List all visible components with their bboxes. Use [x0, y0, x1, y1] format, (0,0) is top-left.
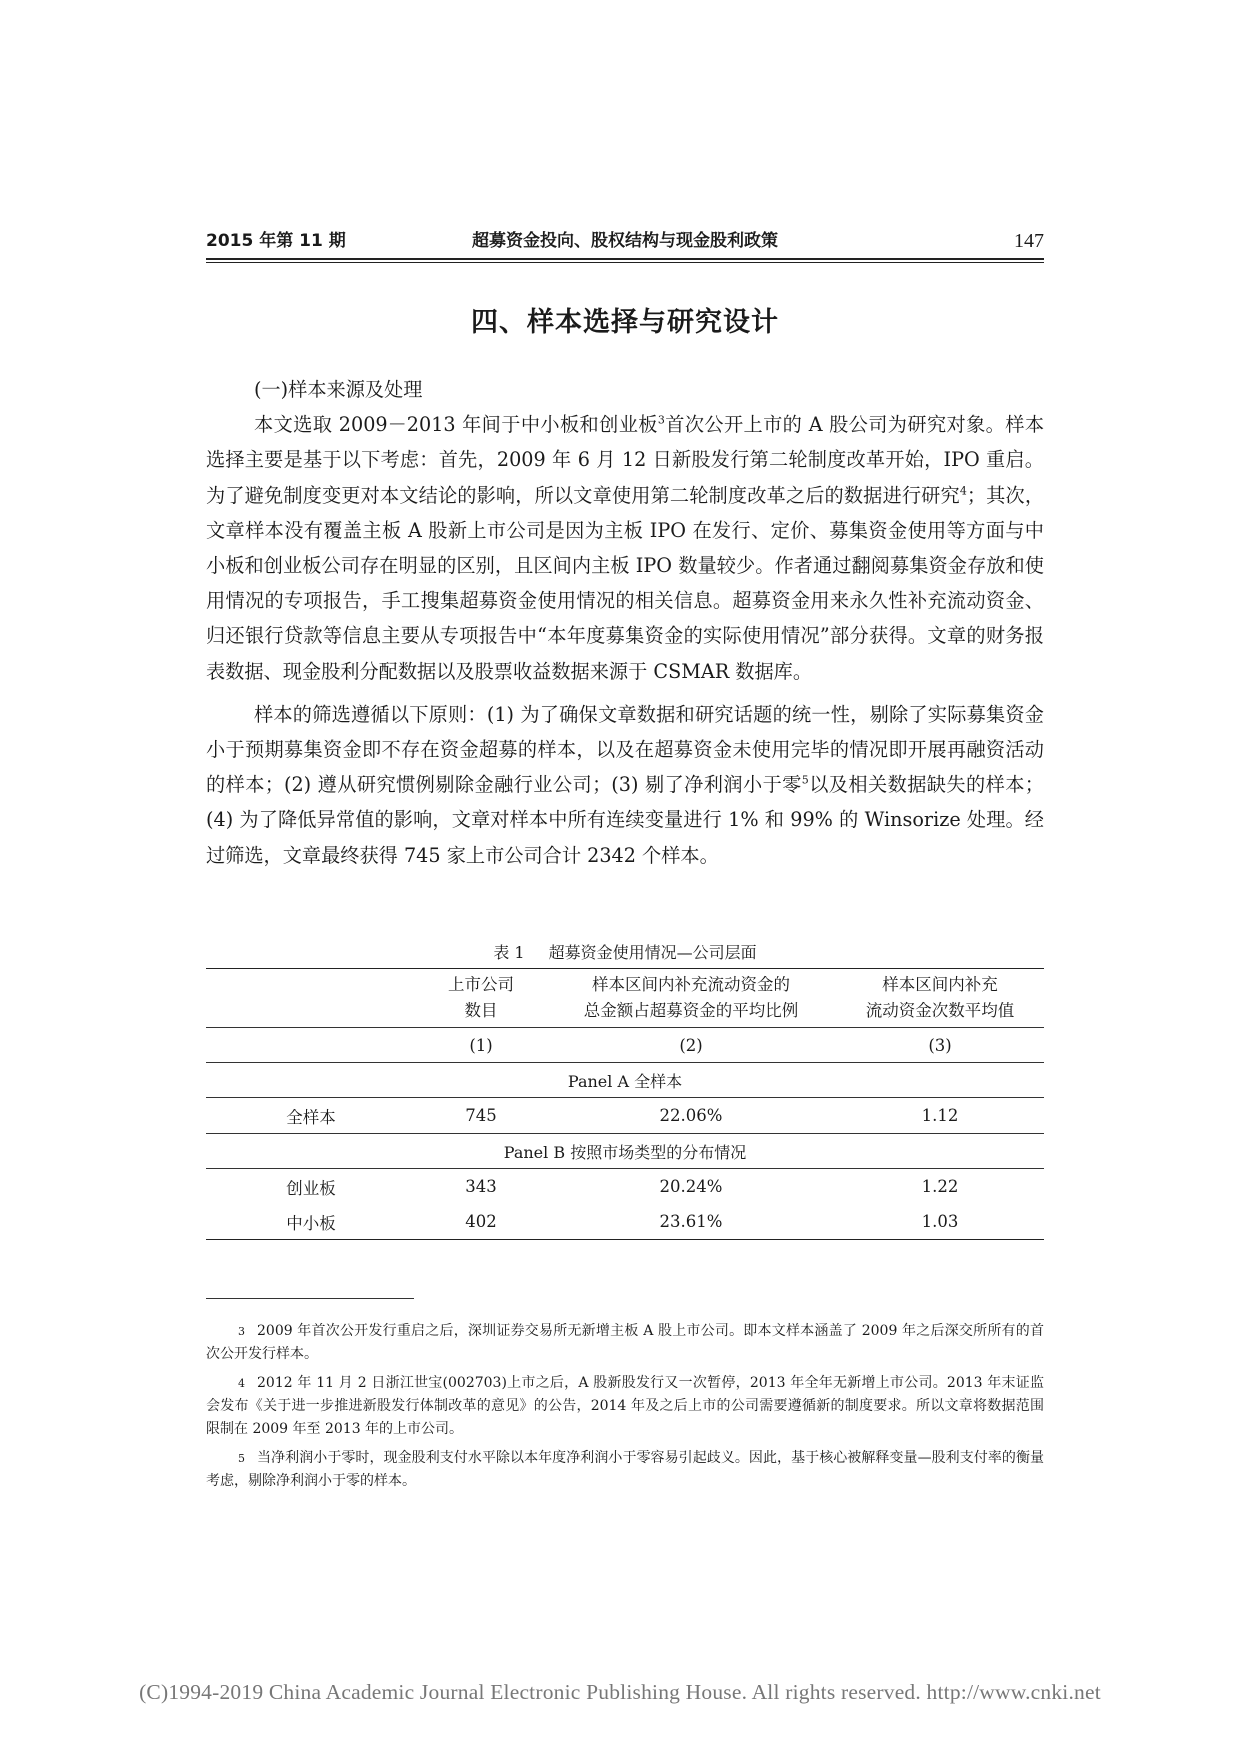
- col-header-times-line2: 流动资金次数平均值: [865, 1001, 1015, 1020]
- table-1: [206, 968, 1044, 1240]
- panel-a-row: [206, 1063, 1044, 1098]
- row-ratio: 23.61%: [546, 1204, 836, 1240]
- col-header-ratio: [546, 969, 836, 1028]
- section-title: 四、样本选择与研究设计: [471, 307, 779, 338]
- body-text: [206, 372, 1044, 873]
- paragraph-2: [206, 697, 1044, 873]
- row-ratio: 22.06%: [546, 1098, 836, 1134]
- row-times: 1.22: [836, 1169, 1044, 1205]
- table-row: [206, 1169, 1044, 1205]
- row-ratio: 20.24%: [546, 1169, 836, 1205]
- row-times: 1.12: [836, 1098, 1044, 1134]
- row-count: 343: [416, 1169, 546, 1205]
- col-num-blank: [206, 1028, 416, 1063]
- footnote-mark: 5: [238, 1452, 245, 1465]
- footnotes: [206, 1320, 1044, 1499]
- panel-b-label: Panel B 按照市场类型的分布情况: [206, 1134, 1044, 1169]
- journal-title: 超募资金投向、股权结构与现金股利政策: [472, 231, 778, 251]
- row-label: 中小板: [206, 1204, 416, 1240]
- col-header-times: [836, 969, 1044, 1028]
- copyright-notice: (C)1994-2019 China Academic Journal Electronic Publishing House. All rights reserved. http://www.cnki.net: [139, 1680, 1101, 1704]
- footnote-text: 2009 年首次公开发行重启之后，深圳证券交易所无新增主板 A 股上市公司。即本文样本涵盖了 2009 年之后深交所所有的首次公开发行样本。: [206, 1323, 1044, 1362]
- col-header-count: [416, 969, 546, 1028]
- column-number-row: [206, 1028, 1044, 1063]
- col-num-2: (2): [546, 1028, 836, 1063]
- footnote-4: [206, 1372, 1044, 1441]
- running-header: [206, 228, 1044, 258]
- paragraph-2-part-1: 样本的筛选遵循以下原则：(1) 为了确保文章数据和研究话题的统一性，剔除了实际募集资金小于预期募集资金即不存在资金超募的样本，以及在超募资金未使用完毕的情况即开展再融资活动的样本；(2) 遵从研究惯例剔除金融行业公司；(3) 剔了净利润小于零: [206, 702, 1044, 797]
- paragraph-1-part-3: ；其次，文章样本没有覆盖主板 A 股新上市公司是因为主板 IPO 在发行、定价、募集资金使用等方面与中小板和创业板公司存在明显的区别，且区间内主板 IPO 数量较少。作者通过翻阅募集资金存放和使用情况的专项报告，手工搜集超募资金使用情况的相关信息。超募资金用来永久性补充流动资金、归还银行贷款等信息主要从专项报告中“本年度募集资金的实际使用情况”部分获得。文章的财务报表数据、现金股利分配数据以及股票收益数据来源于 CSMAR 数据库。: [206, 483, 1045, 683]
- footnote-3: [206, 1320, 1044, 1366]
- col-num-1: (1): [416, 1028, 546, 1063]
- table-caption: [206, 940, 1044, 963]
- footnote-text: 2012 年 11 月 2 日浙江世宝(002703)上市之后，A 股新股发行又一次暂停，2013 年全年无新增上市公司。2013 年末证监会发布《关于进一步推进新股发行体制改革的意见》的公告，2014 年及之后上市的公司需要遵循新的制度要求。所以文章将数据范围限制在 2009 年至 2013 年的上市公司。: [206, 1375, 1044, 1437]
- row-label: 全样本: [206, 1098, 416, 1134]
- col-header-ratio-line2: 总金额占超募资金的平均比例: [583, 1001, 799, 1020]
- table-row: [206, 1204, 1044, 1240]
- col-header-count-line2: 数目: [464, 1001, 498, 1020]
- footnote-mark: 4: [238, 1377, 245, 1390]
- header-blank-cell: [206, 969, 416, 1028]
- row-count: 745: [416, 1098, 546, 1134]
- row-label: 创业板: [206, 1169, 416, 1205]
- col-num-3: (3): [836, 1028, 1044, 1063]
- paragraph-1-part-1: 本文选取 2009－2013 年间于中小板和创业板: [254, 413, 658, 437]
- page-number: 147: [1014, 230, 1044, 252]
- col-header-count-line1: 上市公司: [448, 975, 514, 994]
- footnote-ref-4[interactable]: 4: [959, 484, 967, 498]
- footnote-ref-3[interactable]: 3: [657, 413, 665, 427]
- col-header-times-line1: 样本区间内补充: [882, 975, 998, 994]
- paragraph-2-part-2: 以及相关数据缺失的样本；(4) 为了降低异常值的影响，文章对样本中所有连续变量进行 1% 和 99% 的 Winsorize 处理。经过筛选，文章最终获得 745 家上市公司合计 2342 个样本。: [206, 773, 1044, 867]
- table-number: 表 1: [493, 943, 525, 962]
- header-rule-thin: [206, 262, 1044, 263]
- footnote-ref-5[interactable]: 5: [801, 773, 809, 787]
- header-rule: [206, 258, 1044, 260]
- footnote-text: 当净利润小于零时，现金股利支付水平除以本年度净利润小于零容易引起歧义。因此，基于核心被解释变量—股利支付率的衡量考虑，剔除净利润小于零的样本。: [206, 1450, 1044, 1489]
- paragraph-1: [206, 407, 1044, 689]
- panel-b-row: [206, 1134, 1044, 1169]
- table-header-row: [206, 969, 1044, 1028]
- panel-a-label: Panel A 全样本: [206, 1063, 1044, 1098]
- footnote-mark: 3: [238, 1325, 245, 1338]
- paragraph-1-part-2: 首次公开上市的 A 股公司为研究对象。样本选择主要是基于以下考虑：首先，2009 年 6 月 12 日新股发行第二轮制度改革开始，IPO 重启。为了避免制度变更对本文结论的影响，所以文章使用第二轮制度改革之后的数据进行研究: [206, 413, 1045, 507]
- row-times: 1.03: [836, 1204, 1044, 1240]
- col-header-ratio-line1: 样本区间内补充流动资金的: [592, 975, 790, 994]
- table-title: 超募资金使用情况—公司层面: [548, 943, 757, 962]
- issue-label: 2015 年第 11 期: [206, 231, 346, 251]
- footnote-5: [206, 1447, 1044, 1493]
- row-count: 402: [416, 1204, 546, 1240]
- subsection-heading: (一)样本来源及处理: [254, 378, 423, 401]
- table-row: [206, 1098, 1044, 1134]
- footnote-rule: [206, 1298, 414, 1299]
